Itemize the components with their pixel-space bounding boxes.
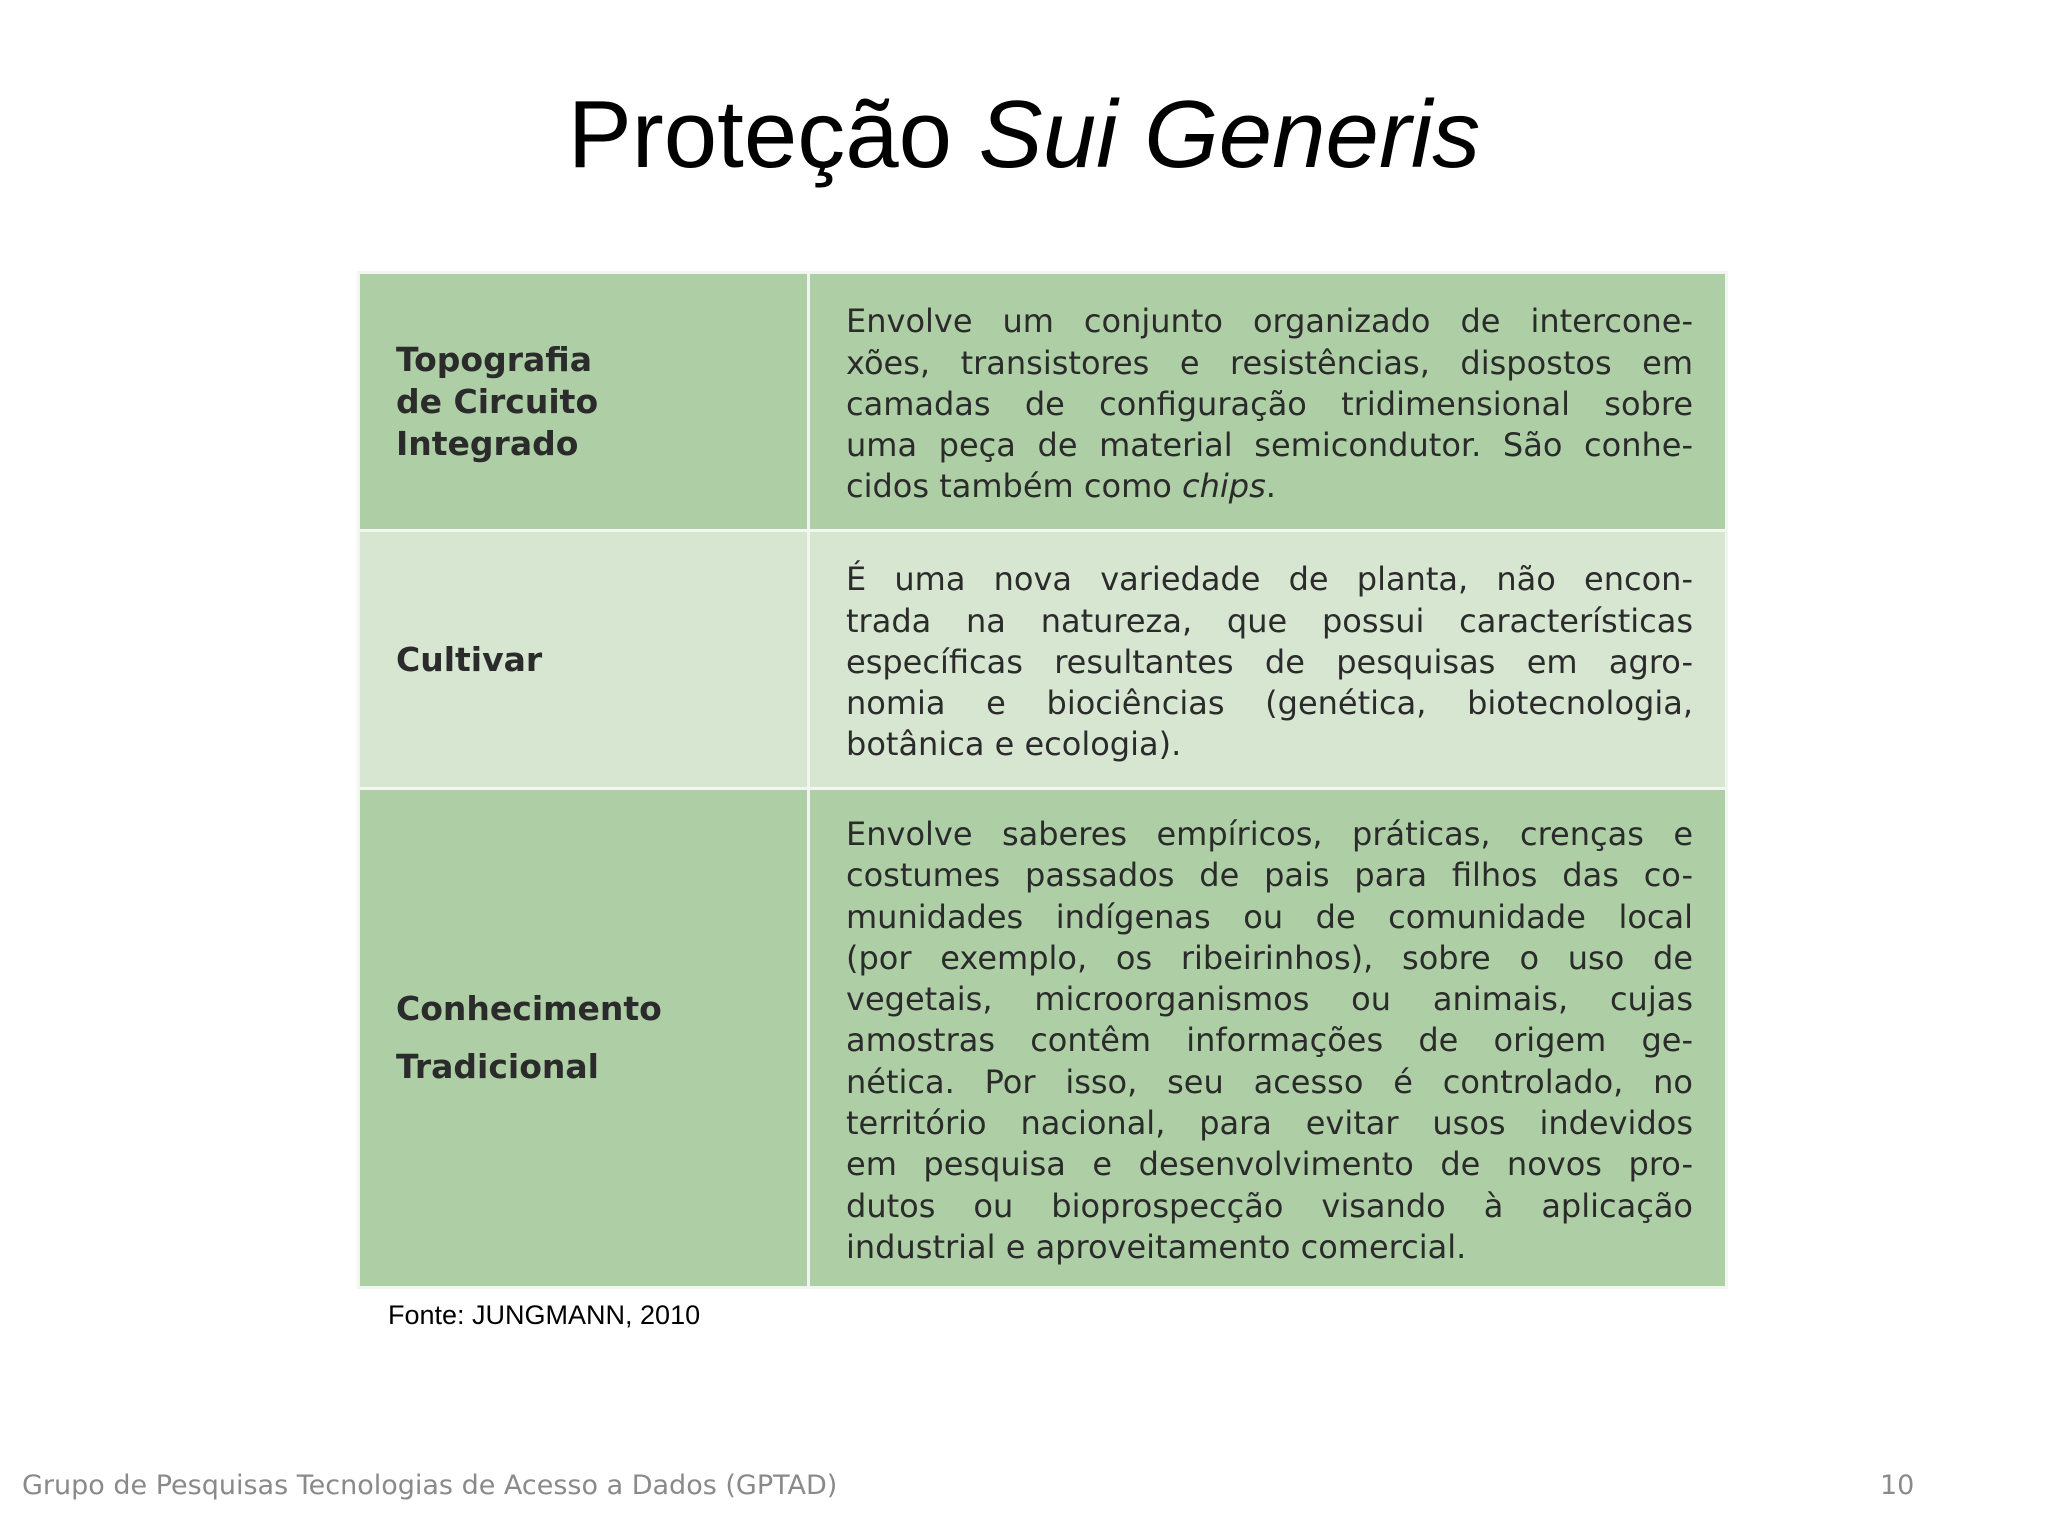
- term-cell: [359, 531, 809, 789]
- description-line: munidades indígenas ou de comunidade local: [846, 897, 1693, 936]
- description-line: nomia e biociências (genética, biotecnologia,: [846, 684, 1693, 723]
- title-italic: Sui Generis: [978, 81, 1481, 188]
- description-line: amostras contêm informações de origem ge-: [846, 1021, 1693, 1060]
- description-line: específicas resultantes de pesquisas em agro-: [846, 642, 1693, 681]
- description-line: uma peça de material semicondutor. São conhe-: [846, 426, 1693, 465]
- term-line: Cultivar: [396, 639, 543, 679]
- description-line: trada na natureza, que possui características: [846, 601, 1693, 640]
- term-cell: [359, 789, 809, 1288]
- term-line: Tradicional: [396, 1047, 599, 1087]
- description-line: nética. Por isso, seu acesso é controlado, no: [846, 1062, 1693, 1101]
- page-number: 10: [1880, 1470, 1915, 1501]
- description-cell: [809, 531, 1727, 789]
- description-line: em pesquisa e desenvolvimento de novos pro-: [846, 1145, 1693, 1184]
- description-line: dutos ou bioprospecção visando à aplicação: [846, 1186, 1693, 1225]
- description-cell: [809, 273, 1727, 531]
- description-italic: chips: [1181, 467, 1266, 506]
- description-line: Envolve saberes empíricos, práticas, crenças e: [846, 815, 1693, 853]
- description-cell: [809, 789, 1727, 1288]
- description-line: vegetais, microorganismos ou animais, cujas: [846, 980, 1693, 1019]
- description-text: .: [1265, 467, 1276, 506]
- slide-title: [0, 80, 2048, 190]
- description-line: território nacional, para evitar usos indevidos: [846, 1104, 1693, 1143]
- term-line: Topografia: [396, 339, 592, 379]
- description-line: É uma nova variedade de planta, não encon-: [846, 560, 1693, 599]
- term-line: Integrado: [396, 423, 579, 463]
- table-row: [359, 531, 1727, 789]
- term-line: Conhecimento: [396, 989, 662, 1029]
- title-regular: Proteção: [567, 81, 979, 188]
- table-row: [359, 789, 1727, 1288]
- source-citation: Fonte: JUNGMANN, 2010: [388, 1300, 701, 1330]
- term-cell: [359, 273, 809, 531]
- description-line: Envolve um conjunto organizado de intercone-: [846, 302, 1693, 341]
- description-line: (por exemplo, os ribeirinhos), sobre o uso de: [846, 938, 1693, 977]
- description-line: botânica e ecologia).: [846, 725, 1182, 764]
- definitions-table: [357, 271, 1728, 1289]
- footer-group-name: Grupo de Pesquisas Tecnologias de Acesso a Dados (GPTAD): [22, 1470, 838, 1501]
- description-line: xões, transistores e resistências, dispostos em: [846, 343, 1693, 382]
- description-line: camadas de configuração tridimensional sobre: [846, 384, 1693, 423]
- term-line: de Circuito: [396, 381, 599, 421]
- description-line: costumes passados de pais para filhos das co-: [846, 856, 1693, 895]
- description-line: industrial e aproveitamento comercial.: [846, 1227, 1467, 1266]
- description-text: cidos também como: [846, 467, 1182, 506]
- description-line: [846, 466, 1693, 507]
- table-row: [359, 273, 1727, 531]
